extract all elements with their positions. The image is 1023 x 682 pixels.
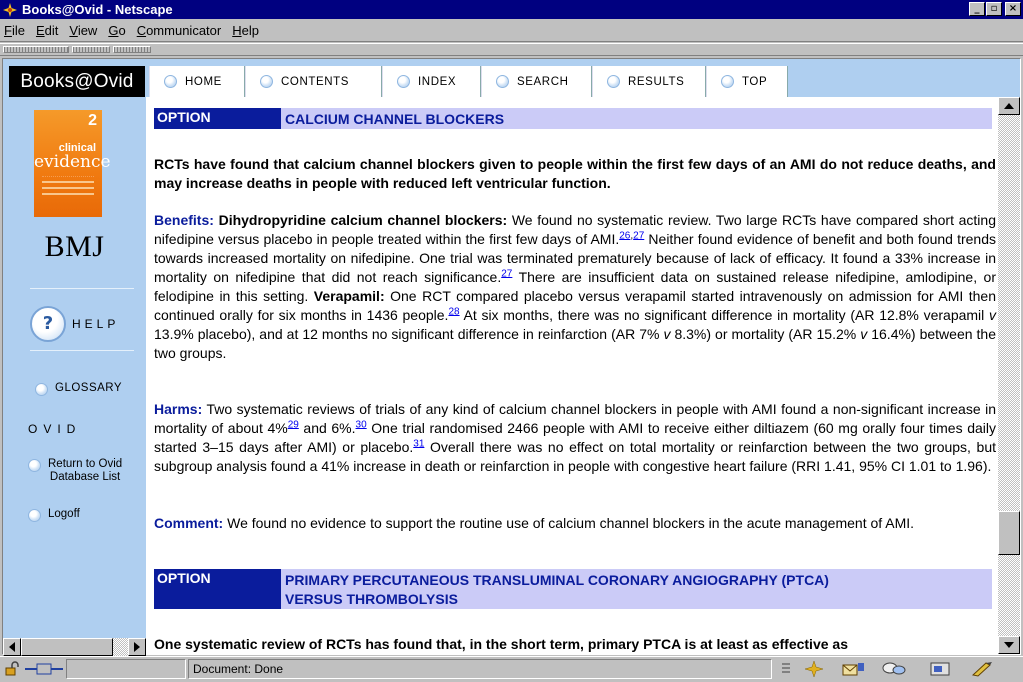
composer-icon[interactable] — [928, 661, 952, 677]
radio-icon — [397, 75, 410, 88]
menu-bar — [0, 20, 1023, 42]
help-icon: ? — [30, 306, 66, 342]
option-label: OPTION — [154, 569, 281, 609]
menu-edit[interactable]: Edit — [35, 23, 59, 38]
address-book-icon[interactable] — [968, 661, 998, 677]
status-text: Document: Done — [188, 659, 772, 679]
scroll-up-button[interactable] — [998, 97, 1020, 115]
radio-icon — [28, 459, 41, 472]
books-ovid-logo[interactable]: Books@Ovid — [9, 66, 145, 97]
window-title: Books@Ovid - Netscape — [22, 2, 173, 17]
navigation-toolbar-grip[interactable] — [3, 46, 69, 53]
title-bar — [0, 0, 1023, 19]
netscape-icon — [2, 2, 18, 18]
main-content — [146, 97, 998, 652]
nav-tabs — [149, 66, 788, 97]
radio-icon — [164, 75, 177, 88]
help-button[interactable] — [30, 306, 119, 342]
bmj-logo: BMJ — [44, 230, 105, 263]
return-to-ovid-link[interactable]: Return to Ovid Database List — [28, 458, 122, 484]
option-header — [154, 569, 992, 609]
help-label: HELP — [72, 317, 120, 331]
option-title: CALCIUM CHANNEL BLOCKERS — [285, 111, 505, 127]
radio-icon — [607, 75, 620, 88]
arrow-down-icon — [1004, 642, 1014, 648]
benefits-paragraph: Benefits: Dihydropyridine calcium channel blockers: We found no systematic review. Two large RCTs have compared short acting nifedipine versus placebo in people treated within the first few days of AMI.$^{26,27}$ Neither found evidence of benefit and both found trends towards increased mortality on nifedipine. One trial was terminated prematurely because of lack of efficacy. It found a 33% increase in mortality on nifedipine that did not reach significance.$^{27}$ There are insufficient data on sustained release nifedipine, amlodipine, or felodipine in this setting. Verapamil: One RCT compared placebo versus verapamil started intravenously on admission for AMI then continued orally for six months in 1436 people.$^{28}$ At six months, there was no significant difference in mortality (AR 12.8% verapamil v 13.9% placebo), and at 12 months no significant difference in reinfarction (AR 7% v 8.3%) or mortality (AR 15.2% v 16.4%) between the two groups. — [154, 212, 997, 361]
menu-view[interactable]: View — [69, 23, 98, 38]
progress-box — [66, 659, 186, 679]
option-label: OPTION — [154, 108, 281, 129]
close-button[interactable]: × — [1005, 2, 1021, 16]
scroll-down-button[interactable] — [998, 636, 1020, 654]
horizontal-scrollbar[interactable] — [3, 638, 146, 656]
option-header — [154, 108, 992, 129]
nav-home[interactable]: HOME — [149, 66, 245, 97]
divider — [30, 350, 134, 351]
menu-communicator[interactable]: Communicator — [136, 23, 222, 38]
option-summary: One systematic review of RCTs has found that, in the short term, primary PTCA is at least as effective as — [154, 636, 848, 652]
toolbar-strip — [0, 43, 1023, 56]
option-title: PRIMARY PERCUTANEOUS TRANSLUMINAL CORONARY ANGIOGRAPHY (PTCA) VERSUS THROMBOLYSIS — [285, 572, 829, 607]
scroll-right-button[interactable] — [128, 638, 146, 656]
logoff-link[interactable]: Logoff — [28, 508, 80, 522]
nav-index[interactable]: INDEX — [382, 66, 481, 97]
book-cover[interactable]: 2 clinical evidence — [34, 110, 102, 217]
arrow-up-icon — [1004, 103, 1014, 109]
vertical-scrollbar[interactable] — [998, 97, 1020, 654]
harms-paragraph: Harms: Two systematic reviews of trials of any kind of calcium channel blockers in people with AMI found a non-significant increase in mortality of about 4%$^{29}$ and 6%.$^{30}$ One trial randomised 2466 people with AMI to receive either diltiazem (60 mg orally four times daily started 3–15 days after AMI) or placebo.$^{31}$ Overall there was no effect on total mortality or reinfarction between the two groups, but subgroup analysis found a 41% increase in death or reinfarction in people with congestive heart failure (RRI 1.41, 95% CI 1.01 to 1.96). — [154, 401, 997, 474]
radio-icon — [260, 75, 273, 88]
security-lock-icon[interactable] — [3, 661, 21, 677]
glossary-link[interactable]: GLOSSARY — [35, 382, 122, 396]
menu-help[interactable]: Help — [232, 23, 259, 38]
content-frame — [2, 58, 1021, 655]
reference-link[interactable]: 28 — [448, 306, 460, 318]
radio-icon — [496, 75, 509, 88]
mail-icon[interactable] — [840, 661, 868, 677]
nav-contents[interactable]: CONTENTS — [245, 66, 382, 97]
minimize-button[interactable]: _ — [969, 2, 985, 16]
connection-icon — [24, 661, 64, 677]
status-bar — [0, 656, 1023, 682]
arrow-right-icon — [134, 642, 140, 652]
divider — [30, 288, 134, 289]
restore-button[interactable]: ▫ — [986, 2, 1002, 16]
reference-link[interactable]: 31 — [413, 438, 425, 450]
comment-paragraph: Comment: We found no evidence to support the routine use of calcium channel blockers in the acute management of AMI. — [154, 515, 915, 531]
reference-link[interactable]: 27 — [633, 230, 645, 242]
personal-toolbar-grip[interactable] — [113, 46, 151, 53]
option-summary: RCTs have found that calcium channel blockers given to people within the first few days of an AMI do not reduce deaths, and may increase deaths in people with reduced left ventricular function. — [154, 156, 996, 191]
discussion-groups-icon[interactable] — [880, 661, 908, 677]
navigator-icon[interactable] — [802, 661, 826, 677]
nav-search[interactable]: SEARCH — [481, 66, 592, 97]
menu-go[interactable]: Go — [108, 23, 126, 38]
nav-results[interactable]: RESULTS — [592, 66, 706, 97]
reference-link[interactable]: 30 — [355, 419, 367, 431]
radio-icon — [721, 75, 734, 88]
reference-link[interactable]: 26 — [619, 230, 631, 242]
ovid-label: OVID — [28, 422, 82, 436]
nav-top[interactable]: TOP — [706, 66, 788, 97]
top-nav-band — [3, 59, 1020, 97]
scroll-left-button[interactable] — [3, 638, 21, 656]
radio-icon — [28, 509, 41, 522]
component-bar-grip-icon — [778, 661, 794, 677]
location-toolbar-grip[interactable] — [72, 46, 110, 53]
left-sidebar — [3, 97, 146, 638]
menu-file[interactable]: File — [4, 23, 25, 38]
scrollbar-thumb[interactable] — [998, 511, 1020, 555]
reference-link[interactable]: 27 — [501, 268, 513, 280]
arrow-left-icon — [9, 642, 15, 652]
reference-link[interactable]: 29 — [287, 419, 299, 431]
radio-icon — [35, 383, 48, 396]
scrollbar-thumb[interactable] — [21, 638, 113, 656]
